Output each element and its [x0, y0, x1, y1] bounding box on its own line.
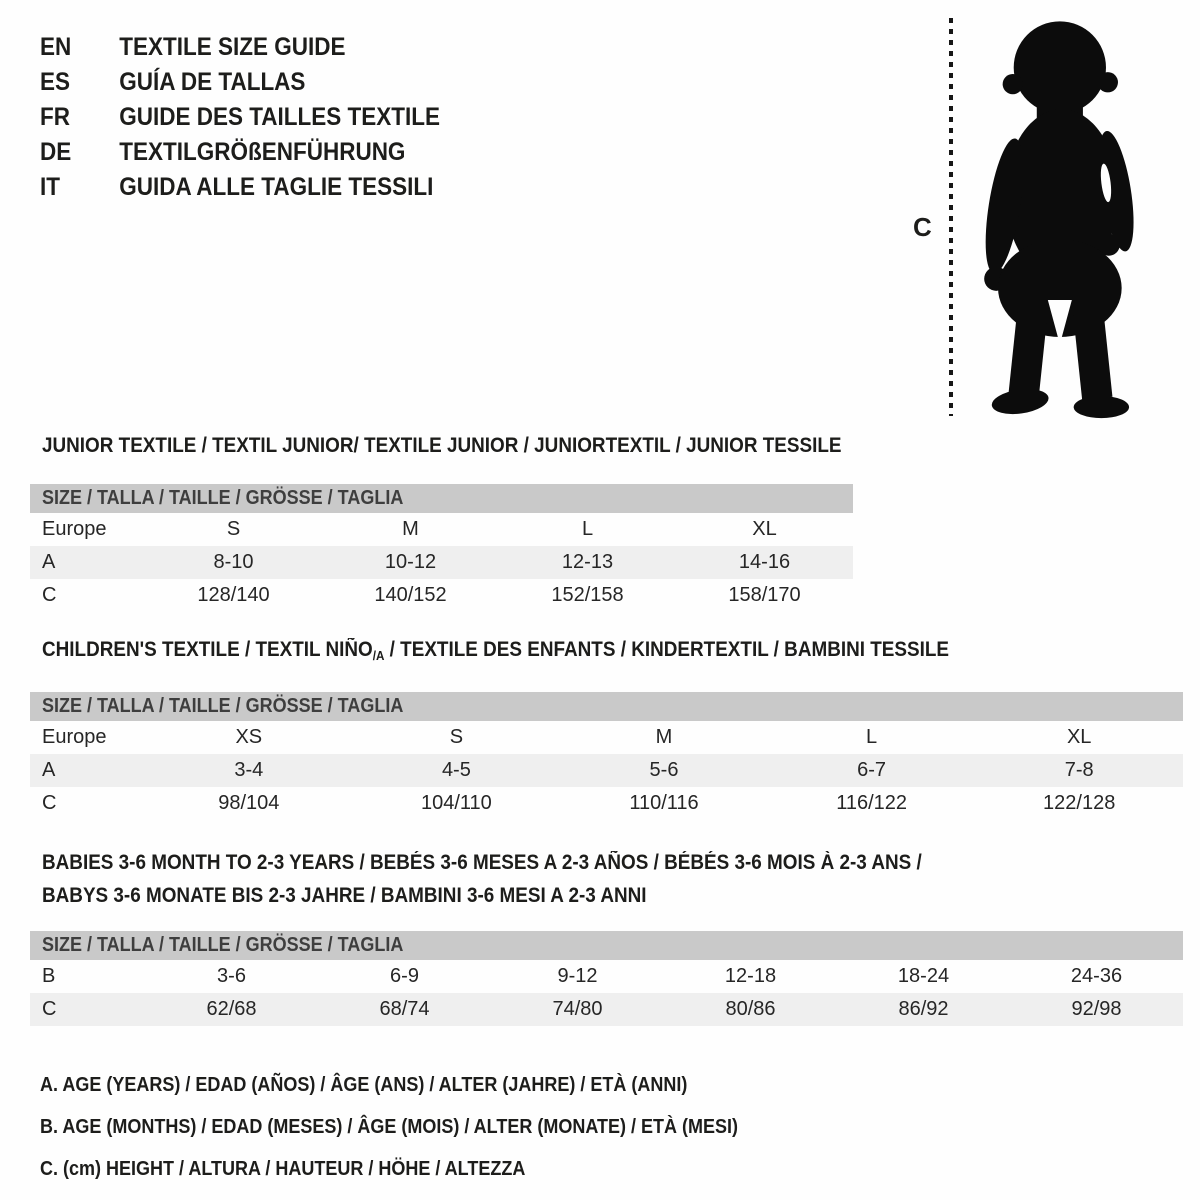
children-size-table — [30, 692, 1183, 820]
cell: 68/74 — [379, 998, 430, 1020]
row-label: Europe — [42, 518, 107, 540]
cell: 12-13 — [561, 551, 614, 573]
language-title-list — [40, 30, 485, 205]
legend-line-a: A. AGE (YEARS) / EDAD (AÑOS) / ÂGE (ANS) / ALTER (JAHRE) / ETÀ (ANNI) — [40, 1073, 688, 1096]
language-code: IT — [40, 173, 60, 201]
babies-section-heading: BABIES 3-6 MONTH TO 2-3 YEARS / BEBÉS 3-6 MESES A 2-3 AÑOS / BÉBÉS 3-6 MOIS À 2-3 ANS / BABYS 3-6 MONATE BIS 2-3 JAHRE / BAMBINI 3-6 MESI A 2-3 ANNI — [42, 851, 922, 907]
table-row — [30, 721, 1183, 754]
cell: 128/140 — [197, 584, 270, 606]
language-row — [40, 65, 440, 100]
cell: 8-10 — [213, 551, 254, 573]
cell: 10-12 — [384, 551, 437, 573]
language-title: TEXTILE SIZE GUIDE — [119, 33, 346, 61]
cell: XL — [752, 518, 777, 540]
row-label: C — [42, 792, 57, 814]
cell: L — [581, 518, 594, 540]
language-title: GUIDE DES TAILLES TEXTILE — [119, 103, 441, 131]
row-label: A — [42, 759, 56, 781]
language-code: EN — [40, 33, 72, 61]
cell: 6-7 — [857, 759, 887, 781]
table-row — [30, 993, 1183, 1026]
language-title: TEXTILGRÖßENFÜHRUNG — [119, 138, 406, 166]
cell: 3-4 — [234, 759, 264, 781]
row-label: C — [42, 584, 57, 606]
size-header-bar: SIZE / TALLA / TAILLE / GRÖSSE / TAGLIA — [30, 692, 1183, 721]
cell: 7-8 — [1064, 759, 1094, 781]
cell: XS — [235, 726, 263, 748]
legend-line-c: C. (cm) HEIGHT / ALTURA / HAUTEUR / HÖHE / ALTEZZA — [40, 1157, 526, 1180]
cell: 80/86 — [725, 998, 776, 1020]
row-label: B — [42, 965, 56, 987]
cell: M — [402, 518, 419, 540]
row-label: Europe — [42, 726, 107, 748]
cell: M — [655, 726, 673, 748]
table-row — [30, 754, 1183, 787]
heading-subscript: /A — [372, 648, 385, 663]
cell: 92/98 — [1071, 998, 1122, 1020]
cell: 6-9 — [390, 965, 419, 987]
cell: S — [226, 518, 241, 540]
cell: 158/170 — [728, 584, 801, 606]
language-code: DE — [40, 138, 72, 166]
cell: 98/104 — [218, 792, 280, 814]
heading-text: CHILDREN'S TEXTILE / TEXTIL NIÑO — [42, 638, 373, 661]
cell: 14-16 — [738, 551, 791, 573]
cell: S — [449, 726, 464, 748]
toddler-silhouette-image — [963, 14, 1153, 420]
cell: 24-36 — [1070, 965, 1123, 987]
table-row — [30, 579, 853, 612]
measure-legend — [40, 1064, 816, 1190]
cell: 12-18 — [724, 965, 777, 987]
legend-line-b: B. AGE (MONTHS) / EDAD (MESES) / ÂGE (MOIS) / ALTER (MONATE) / ETÀ (MESI) — [40, 1115, 738, 1138]
cell: 104/110 — [420, 792, 492, 814]
language-code: FR — [40, 103, 70, 131]
cell: 74/80 — [552, 998, 603, 1020]
language-row — [40, 100, 440, 135]
children-section-heading — [42, 638, 1050, 668]
row-label: A — [42, 551, 56, 573]
cell: 140/152 — [374, 584, 447, 606]
cell: 110/116 — [629, 792, 699, 814]
cell: 62/68 — [206, 998, 257, 1020]
size-header-bar: SIZE / TALLA / TAILLE / GRÖSSE / TAGLIA — [30, 931, 1183, 960]
language-row — [40, 170, 440, 205]
cell: 122/128 — [1043, 792, 1116, 814]
size-header-bar: SIZE / TALLA / TAILLE / GRÖSSE / TAGLIA — [30, 484, 853, 513]
height-measure-figure — [905, 12, 1185, 424]
dashed-measure-line — [949, 18, 953, 416]
language-row — [40, 30, 440, 65]
table-row — [30, 513, 853, 546]
cell: 86/92 — [898, 998, 949, 1020]
babies-size-table — [30, 931, 1183, 1026]
cell: XL — [1066, 726, 1092, 748]
table-row — [30, 546, 853, 579]
row-label: C — [42, 998, 57, 1020]
language-title: GUÍA DE TALLAS — [119, 68, 306, 96]
cell: 9-12 — [557, 965, 598, 987]
cell: 18-24 — [897, 965, 950, 987]
heading-text: / TEXTILE DES ENFANTS / KINDERTEXTIL / BAMBINI TESSILE — [384, 638, 950, 661]
measure-label-c: C — [913, 212, 932, 242]
cell: 116/122 — [836, 792, 907, 814]
language-title: GUIDA ALLE TAGLIE TESSILI — [119, 173, 434, 201]
table-row — [30, 787, 1183, 820]
cell: 4-5 — [441, 759, 471, 781]
cell: 3-6 — [217, 965, 246, 987]
cell: 152/158 — [551, 584, 624, 606]
cell: L — [866, 726, 878, 748]
language-row — [40, 135, 440, 170]
table-row — [30, 960, 1183, 993]
language-code: ES — [40, 68, 71, 96]
junior-section-heading: JUNIOR TEXTILE / TEXTIL JUNIOR/ TEXTILE JUNIOR / JUNIORTEXTIL / JUNIOR TESSILE — [42, 434, 842, 457]
junior-size-table — [30, 484, 853, 612]
cell: 5-6 — [649, 759, 679, 781]
